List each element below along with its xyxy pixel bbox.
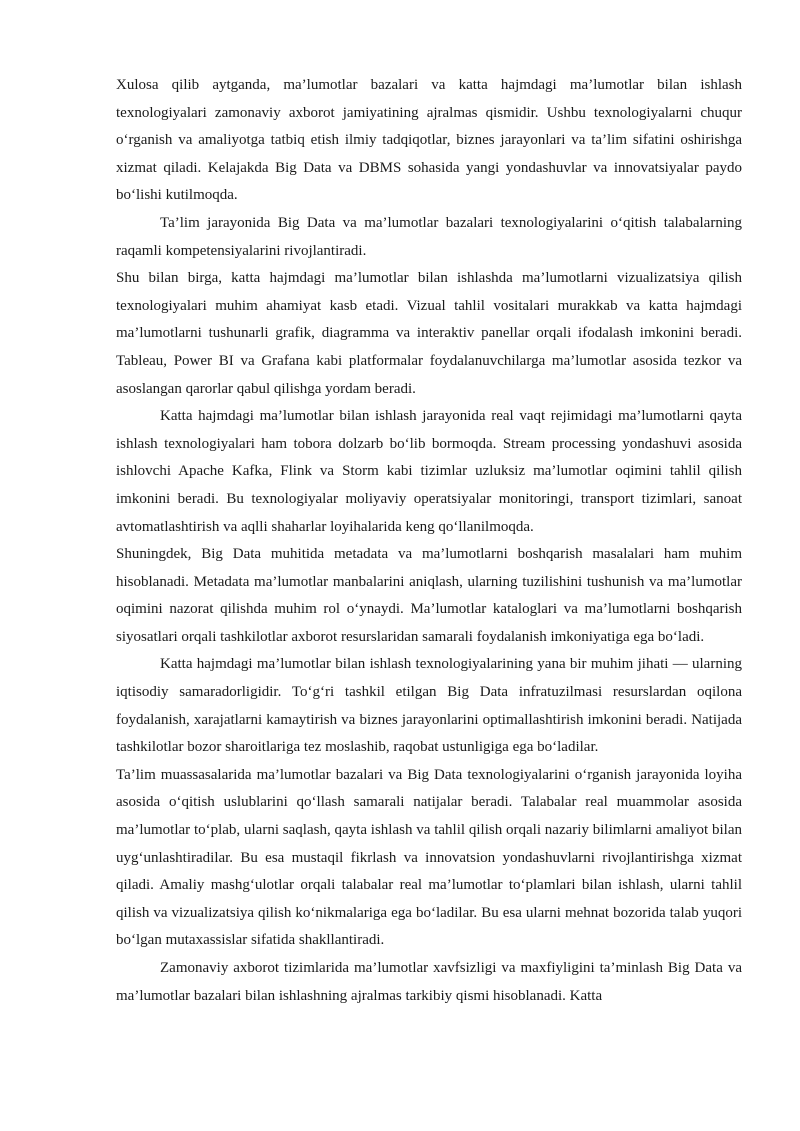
paragraph-education-competence: Ta’lim jarayonida Big Data va ma’lumotlar bazalari texnologiyalarini o‘qitish talabalarning raqamli kompetensiyalarini rivojlantiradi. xyxy=(116,214,742,259)
paragraph-project-based-learning: Ta’lim muassasalarida ma’lumotlar bazalari va Big Data texnologiyalarini o‘rganish jarayonida loyiha asosida o‘qitish uslublarini qo‘llash samarali natijalar beradi. Talabalar real muammolar asosida ma’lumotlar to‘plab, ularni saqlash, qayta ishlash va tahlil qilish orqali nazariy bilimlarni amaliyot bilan uyg‘unlashtiradilar. Bu esa mustaqil fikrlash va innovatsion yondashuvlarni rivojlantirishga xizmat qiladi. Amaliy mashg‘ulotlar orqali talabalar real ma’lumotlar to‘plamlari bilan ishlash, ularni tahlil qilish va vizualizatsiya qilish ko‘nikmalariga ega bo‘ladilar. Bu esa ularni mehnat bozorida talab yuqori bo‘lgan mutaxassislar sifatida shakllantiradi. xyxy=(116,766,742,949)
paragraph-visualization: Shu bilan birga, katta hajmdagi ma’lumotlar bilan ishlashda ma’lumotlarni vizualizatsiya qilish texnologiyalari muhim ahamiyat kasb etadi. Vizual tahlil vositalari murakkab va katta hajmdagi ma’lumotlarni tushunarli grafik, diagramma va interaktiv panellar orqali ifodalash imkonini beradi. Tableau, Power BI va Grafana kabi platformalar foydalanuvchilarga ma’lumotlar asosida tezkor va asoslangan qarorlar qabul qilishga yordam beradi. xyxy=(116,270,742,397)
paragraph-conclusion: Xulosa qilib aytganda, ma’lumotlar bazalari va katta hajmdagi ma’lumotlar bilan ishlash texnologiyalari zamonaviy axborot jamiyatining ajralmas qismidir. Ushbu texnologiyalarni chuqur o‘rganish va amaliyotga tatbiq etish ilmiy tadqiqotlar, biznes jarayonlari va ta’lim sifatini oshirishga xizmat qiladi. Kelajakda Big Data va DBMS sohasida yangi yondashuvlar va innovatsiyalar paydo bo‘lishi kutilmoqda. xyxy=(116,77,742,204)
paragraph-economic-efficiency: Katta hajmdagi ma’lumotlar bilan ishlash texnologiyalarining yana bir muhim jihati — ularning iqtisodiy samaradorligidir. To‘g‘ri tashkil etilgan Big Data infratuzilmasi resurslardan oqilona foydalanish, xarajatlarni kamaytirish va biznes jarayonlarini optimallashtirish imkonini beradi. Natijada tashkilotlar bozor sharoitlariga tez moslashib, raqobat ustunligiga ega bo‘ladilar. xyxy=(116,656,742,756)
paragraph-security: Zamonaviy axborot tizimlarida ma’lumotlar xavfsizligi va maxfiyligini ta’minlash Big Data va ma’lumotlar bazalari bilan ishlashning ajralmas tarkibiy qismi hisoblanadi. Katta xyxy=(116,960,742,1004)
document-page xyxy=(116,72,742,1010)
paragraph-metadata: Shuningdek, Big Data muhitida metadata va ma’lumotlarni boshqarish masalalari ham muhim hisoblanadi. Metadata ma’lumotlar manbalarini aniqlash, ularning tuzilishini tushunish va ma’lumotlar oqimini nazorat qilishda muhim rol o‘ynaydi. Ma’lumotlar kataloglari va ma’lumotlarni boshqarish siyosatlari orqali tashkilotlar axborot resurslaridan samarali foydalanish imkoniyatiga ega bo‘ladi. xyxy=(116,546,742,645)
paragraph-stream-processing: Katta hajmdagi ma’lumotlar bilan ishlash jarayonida real vaqt rejimidagi ma’lumotlarni qayta ishlash texnologiyalari ham tobora dolzarb bo‘lib bormoqda. Stream processing yondashuvi asosida ishlovchi Apache Kafka, Flink va Storm kabi tizimlar uzluksiz ma’lumotlar oqimini tahlil qilish imkonini beradi. Bu texnologiyalar moliyaviy operatsiyalar monitoringi, transport tizimlari, sanoat avtomatlashtirish va aqlli shaharlar loyihalarida keng qo‘llanilmoqda. xyxy=(116,408,742,535)
